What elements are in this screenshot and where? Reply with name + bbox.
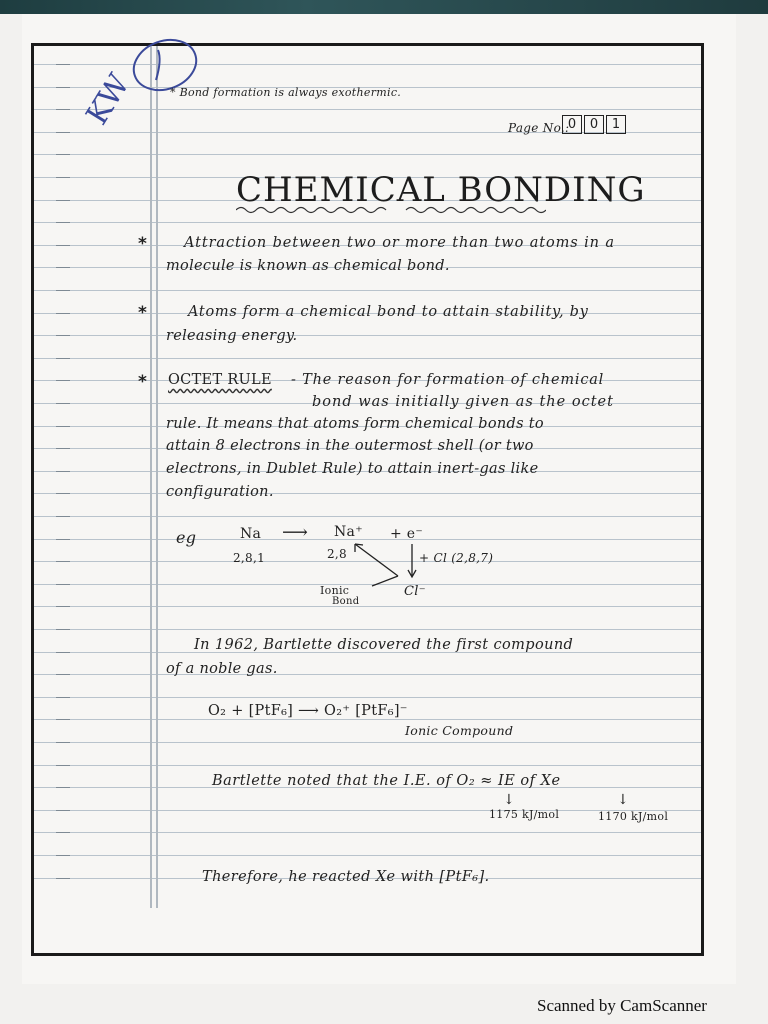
margin-line-right [156, 46, 158, 908]
octet-rule-heading: OCTET RULE [168, 372, 272, 388]
kw-circle-mark [70, 30, 210, 140]
cl-ion: Cl⁻ [404, 584, 426, 599]
octet-line-2: bond was initially given as the octet [312, 394, 614, 410]
ie-arrow-o2: ↓ [503, 792, 516, 808]
octet-line-1: - The reason for formation of chemical [291, 372, 605, 388]
config-na-plus: 2,8 [327, 547, 347, 561]
point-1-line-1: Attraction between two or more than two atoms in a [184, 235, 615, 251]
example-arrow: ⟶ [282, 522, 309, 543]
ie-o2-value: 1175 kJ/mol [489, 808, 560, 821]
example-product: Na⁺ [334, 524, 363, 540]
point-2-line-2: releasing energy. [166, 328, 298, 344]
bullet-star: * [138, 303, 147, 323]
page-no-boxes [562, 115, 626, 134]
ie-arrow-xe: ↓ [617, 792, 630, 808]
example-electron: + e⁻ [390, 526, 424, 542]
page-no-digit: 1 [606, 115, 626, 134]
bartlett-equation-label: Ionic Compound [405, 723, 514, 738]
bartlett-equation: O₂ + [PtF₆] ⟶ O₂⁺ [PtF₆]⁻ [208, 703, 408, 719]
corner-mark-text: KW [79, 67, 138, 132]
octet-line-5: electrons, in Dublet Rule) to attain inert-gas like [166, 461, 539, 477]
config-na: 2,8,1 [233, 551, 266, 565]
ionic-bond-label-2: Bond [332, 596, 360, 607]
octet-line-6: configuration. [166, 484, 274, 500]
ionic-bond-label-1: Ionic [320, 584, 350, 597]
page-no-digit: 0 [562, 115, 582, 134]
octet-line-3: rule. It means that atoms form chemical bonds to [166, 416, 544, 432]
point-1-line-2: molecule is known as chemical bond. [166, 258, 450, 274]
margin-line-left [150, 46, 152, 908]
title-underline [236, 204, 546, 216]
example-reactant: Na [240, 526, 262, 542]
scan-top-band [0, 0, 768, 14]
scan-footer: Scanned by CamScanner [537, 996, 707, 1015]
bartlett-therefore: Therefore, he reacted Xe with [PtF₆]. [202, 869, 490, 885]
example-eg: eg [176, 528, 197, 547]
page-title: CHEMICAL BONDING [236, 170, 646, 210]
page-no-label: Page No.: [508, 121, 570, 135]
bullet-star: * [138, 372, 147, 392]
bartlett-noted: Bartlette noted that the I.E. of O₂ ≈ IE of Xe [212, 773, 561, 789]
octet-line-4: attain 8 electrons in the outermost shell (or two [166, 438, 534, 454]
point-2-line-1: Atoms form a chemical bond to attain stability, by [188, 304, 589, 320]
page-no-digit: 0 [584, 115, 604, 134]
bartlett-line-1: In 1962, Bartlette discovered the first compound [194, 637, 574, 653]
bartlett-line-2: of a noble gas. [166, 661, 278, 677]
cl-part: + Cl (2,8,7) [419, 551, 494, 565]
bullet-star: * [138, 234, 147, 254]
top-note: * Bond formation is always exothermic. [170, 86, 402, 99]
ie-xe-value: 1170 kJ/mol [598, 810, 669, 823]
